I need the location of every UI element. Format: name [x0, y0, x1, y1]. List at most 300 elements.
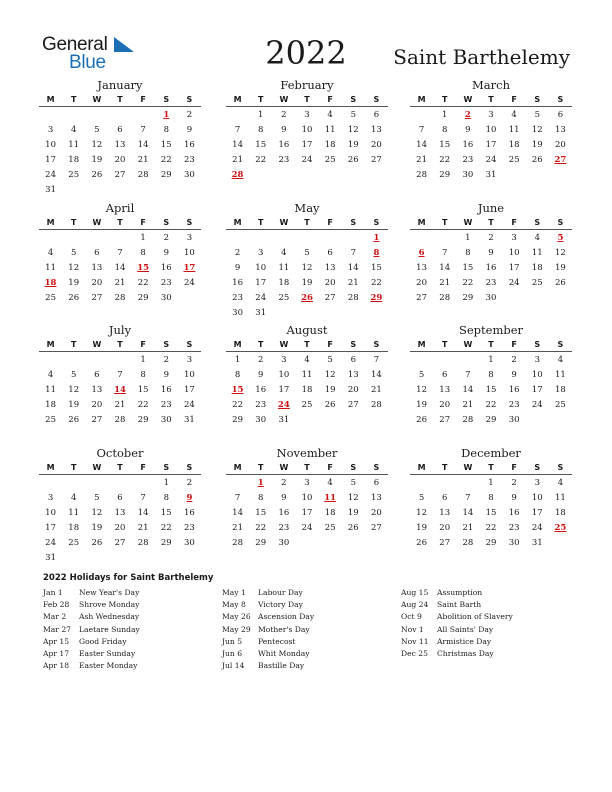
holiday-date: Oct 9 — [401, 612, 422, 622]
weekday-label: T — [70, 340, 77, 349]
holiday-name: Ascension Day — [258, 612, 315, 622]
day-cell: 26 — [68, 293, 80, 303]
day-cell: 15 — [371, 263, 382, 273]
month-march — [410, 78, 572, 183]
empty-cell — [108, 476, 131, 491]
weekday-label: F — [327, 463, 333, 472]
day-cell: 18 — [68, 155, 80, 165]
holiday-name: Pentecost — [258, 636, 296, 646]
empty-cell — [410, 108, 433, 123]
holiday-date: Aug 15 — [401, 588, 429, 597]
day-cell: 8 — [140, 248, 146, 258]
holiday-date: Jun 6 — [222, 648, 243, 658]
day-cell: 7 — [117, 248, 123, 258]
day-cell: 13 — [91, 263, 103, 273]
day-cell: 25 — [324, 523, 336, 533]
day-cell: 25 — [301, 400, 313, 410]
day-cell: 27 — [439, 538, 451, 548]
holiday-day-cell: 29 — [370, 293, 383, 303]
day-cell: 13 — [555, 125, 566, 135]
holiday-row — [222, 660, 314, 672]
day-cell: 5 — [418, 493, 425, 503]
weekday-label: W — [463, 340, 473, 349]
holiday-day-cell: 26 — [301, 293, 313, 303]
month-may — [226, 201, 388, 321]
empty-cell — [62, 108, 85, 123]
empty-cell — [433, 476, 456, 491]
day-cell: 24 — [531, 400, 543, 410]
day-cell: 2 — [511, 478, 517, 488]
holiday-date: Jun 5 — [222, 636, 243, 646]
day-cell: 26 — [68, 415, 80, 425]
weekday-label: W — [463, 463, 473, 472]
holiday-date: May 26 — [222, 612, 251, 622]
day-cell: 18 — [68, 523, 80, 533]
day-cell: 21 — [371, 385, 382, 395]
day-cell: 29 — [137, 415, 149, 425]
day-cell: 21 — [347, 278, 359, 288]
weekday-label: T — [70, 95, 77, 104]
empty-cell — [342, 231, 365, 246]
day-cell: 3 — [47, 125, 54, 135]
holiday-date: Apr 15 — [43, 636, 70, 646]
holiday-date: Jul 14 — [222, 661, 245, 671]
day-cell: 12 — [91, 508, 103, 518]
day-cell: 20 — [416, 278, 427, 288]
day-cell: 13 — [114, 508, 126, 518]
weekday-label: S — [350, 95, 357, 104]
day-cell: 4 — [557, 355, 564, 365]
day-cell: 19 — [91, 523, 103, 533]
day-cell: 14 — [347, 263, 359, 273]
day-cell: 15 — [255, 508, 267, 518]
day-cell: 7 — [350, 248, 356, 258]
holiday-day-cell: 2 — [464, 110, 471, 120]
day-cell: 10 — [301, 493, 313, 503]
holiday-row — [401, 636, 513, 648]
day-cell: 24 — [508, 278, 520, 288]
empty-cell — [108, 353, 131, 368]
weekday-label: F — [140, 95, 146, 104]
day-cell: 10 — [531, 493, 543, 503]
day-cell: 11 — [278, 263, 290, 273]
day-cell: 19 — [68, 400, 80, 410]
day-cell: 25 — [531, 278, 543, 288]
day-cell: 22 — [137, 400, 149, 410]
day-cell: 30 — [508, 415, 520, 425]
day-cell: 28 — [137, 170, 149, 180]
weekday-label: T — [441, 463, 448, 472]
day-cell: 4 — [71, 493, 77, 503]
day-cell: 9 — [511, 370, 517, 380]
day-cell: 8 — [488, 370, 494, 380]
day-cell: 16 — [485, 263, 497, 273]
day-cell: 24 — [45, 538, 56, 548]
day-cell: 20 — [114, 155, 126, 165]
day-cell: 6 — [557, 110, 564, 120]
day-cell: 12 — [555, 248, 566, 258]
day-cell: 17 — [45, 523, 56, 533]
day-cell: 23 — [508, 400, 520, 410]
day-cell: 21 — [462, 400, 474, 410]
weekday-header — [39, 338, 201, 352]
day-cell: 9 — [465, 125, 471, 135]
day-grid — [39, 352, 201, 428]
day-cell: 25 — [278, 293, 290, 303]
weekday-label: T — [488, 340, 494, 349]
day-cell: 1 — [488, 478, 494, 488]
day-cell: 5 — [327, 355, 333, 365]
empty-cell — [62, 231, 85, 246]
day-cell: 14 — [462, 508, 474, 518]
holiday-day-cell: 24 — [277, 400, 290, 410]
day-cell: 27 — [114, 170, 126, 180]
day-cell: 9 — [488, 248, 494, 258]
day-cell: 29 — [255, 538, 267, 548]
weekday-label: M — [46, 95, 55, 104]
day-cell: 23 — [278, 523, 290, 533]
day-cell: 23 — [508, 523, 520, 533]
day-cell: 16 — [160, 385, 172, 395]
day-cell: 18 — [324, 508, 336, 518]
day-cell: 17 — [485, 140, 497, 150]
day-cell: 10 — [184, 370, 195, 380]
empty-cell — [85, 476, 108, 491]
day-cell: 4 — [534, 233, 540, 243]
holiday-name: Bastille Day — [258, 661, 305, 671]
holiday-row — [222, 587, 314, 599]
holiday-date: Apr 18 — [43, 661, 70, 671]
empty-cell — [85, 353, 108, 368]
day-cell: 23 — [160, 278, 172, 288]
day-cell: 8 — [163, 125, 169, 135]
holiday-day-cell: 1 — [373, 233, 380, 243]
holiday-row — [222, 611, 314, 623]
day-cell: 2 — [163, 355, 169, 365]
month-august — [226, 323, 388, 428]
day-cell: 9 — [281, 125, 287, 135]
day-cell: 9 — [234, 263, 241, 273]
day-cell: 5 — [350, 110, 356, 120]
day-cell: 6 — [327, 248, 333, 258]
day-cell: 5 — [304, 248, 310, 258]
holiday-row — [401, 624, 513, 636]
day-cell: 25 — [45, 293, 56, 303]
day-cell: 19 — [416, 400, 427, 410]
day-cell: 30 — [462, 170, 474, 180]
holiday-day-cell: 27 — [554, 155, 567, 165]
weekday-label: T — [70, 218, 77, 227]
holiday-name: New Year's Day — [79, 588, 140, 597]
day-cell: 28 — [114, 415, 126, 425]
day-cell: 19 — [324, 385, 336, 395]
holidays-title: 2022 Holidays for Saint Barthelemy — [43, 573, 214, 583]
empty-cell — [410, 353, 433, 368]
day-cell: 21 — [416, 155, 427, 165]
weekday-label: M — [417, 95, 426, 104]
month-january — [39, 78, 201, 198]
day-cell: 24 — [45, 170, 56, 180]
day-grid — [39, 475, 201, 566]
day-cell: 13 — [371, 493, 382, 503]
day-cell: 21 — [137, 523, 149, 533]
holiday-row — [43, 648, 140, 660]
weekday-label: W — [279, 95, 289, 104]
calendar-year: 2022 — [265, 34, 347, 72]
month-december — [410, 446, 572, 551]
holiday-date: May 8 — [222, 600, 246, 610]
weekday-label: S — [163, 463, 170, 472]
day-cell: 7 — [373, 355, 380, 365]
day-cell: 7 — [442, 248, 448, 258]
day-cell: 16 — [232, 278, 243, 288]
holiday-name: Ash Wednesday — [79, 612, 140, 622]
weekday-header — [410, 338, 572, 352]
month-october — [39, 446, 201, 566]
logo-text-general: General — [42, 34, 108, 55]
day-cell: 27 — [91, 415, 103, 425]
day-cell: 18 — [555, 385, 566, 395]
month-title: June — [477, 201, 505, 215]
weekday-label: S — [534, 95, 541, 104]
day-cell: 20 — [347, 385, 359, 395]
weekday-label: T — [304, 218, 310, 227]
weekday-label: F — [140, 463, 146, 472]
weekday-label: F — [511, 463, 517, 472]
empty-cell — [319, 231, 342, 246]
weekday-label: T — [488, 218, 494, 227]
day-grid — [226, 230, 388, 321]
day-cell: 1 — [140, 233, 146, 243]
day-cell: 18 — [324, 140, 336, 150]
day-cell: 10 — [485, 125, 497, 135]
month-november — [226, 446, 388, 551]
holiday-day-cell: 14 — [114, 385, 126, 395]
day-cell: 20 — [439, 523, 451, 533]
weekday-label: S — [557, 340, 564, 349]
holiday-day-cell: 17 — [183, 263, 196, 273]
day-cell: 11 — [555, 493, 566, 503]
day-cell: 22 — [439, 155, 451, 165]
day-cell: 26 — [347, 523, 359, 533]
weekday-header — [226, 216, 388, 230]
weekday-label: W — [92, 95, 102, 104]
day-cell: 9 — [163, 248, 169, 258]
weekday-label: S — [350, 463, 357, 472]
day-cell: 8 — [258, 125, 264, 135]
day-cell: 27 — [114, 538, 126, 548]
month-july — [39, 323, 201, 428]
holiday-row — [222, 636, 314, 648]
day-cell: 14 — [371, 370, 382, 380]
day-cell: 16 — [508, 385, 520, 395]
empty-cell — [456, 353, 479, 368]
weekday-label: M — [233, 218, 242, 227]
weekday-label: W — [463, 95, 473, 104]
holiday-name: Laetare Sunday — [79, 624, 140, 634]
holiday-date: Nov 11 — [401, 636, 429, 646]
day-cell: 12 — [531, 125, 543, 135]
weekday-label: T — [257, 218, 264, 227]
day-cell: 9 — [511, 493, 517, 503]
month-title: April — [105, 201, 135, 215]
day-cell: 7 — [117, 370, 123, 380]
day-cell: 22 — [371, 278, 382, 288]
holiday-date: Feb 28 — [43, 600, 70, 610]
weekday-label: M — [233, 340, 242, 349]
day-cell: 5 — [534, 110, 540, 120]
day-cell: 14 — [232, 508, 243, 518]
day-cell: 26 — [555, 278, 566, 288]
holiday-day-cell: 9 — [186, 493, 193, 503]
day-cell: 22 — [255, 155, 267, 165]
day-cell: 12 — [347, 125, 359, 135]
day-cell: 6 — [94, 370, 100, 380]
day-cell: 27 — [439, 415, 451, 425]
day-cell: 4 — [71, 125, 77, 135]
day-cell: 17 — [508, 263, 520, 273]
day-cell: 11 — [555, 370, 566, 380]
day-cell: 13 — [114, 140, 126, 150]
day-cell: 25 — [68, 538, 80, 548]
day-cell: 16 — [508, 508, 520, 518]
day-cell: 22 — [160, 523, 172, 533]
day-cell: 3 — [186, 233, 193, 243]
day-cell: 9 — [281, 493, 287, 503]
day-cell: 19 — [347, 140, 359, 150]
day-cell: 12 — [301, 263, 313, 273]
holiday-date: May 1 — [222, 588, 246, 597]
day-cell: 7 — [234, 493, 241, 503]
holiday-name: Assumption — [437, 588, 483, 597]
holiday-day-cell: 11 — [324, 493, 337, 503]
day-cell: 4 — [327, 110, 333, 120]
weekday-label: T — [441, 218, 448, 227]
holiday-row — [401, 611, 513, 623]
empty-cell — [39, 108, 62, 123]
day-cell: 7 — [465, 493, 471, 503]
day-cell: 30 — [278, 538, 290, 548]
day-cell: 14 — [114, 263, 126, 273]
day-cell: 10 — [255, 263, 267, 273]
day-cell: 4 — [47, 370, 54, 380]
holiday-date: Mar 2 — [43, 612, 67, 622]
day-cell: 9 — [258, 370, 264, 380]
weekday-label: S — [186, 340, 193, 349]
day-cell: 15 — [255, 140, 267, 150]
day-cell: 3 — [186, 355, 193, 365]
weekday-label: W — [92, 463, 102, 472]
day-cell: 14 — [416, 140, 427, 150]
day-cell: 19 — [347, 508, 359, 518]
holiday-date: Nov 1 — [401, 624, 424, 634]
holiday-date: Aug 24 — [401, 600, 429, 610]
day-cell: 28 — [462, 415, 474, 425]
weekday-label: M — [417, 463, 426, 472]
weekday-label: F — [511, 340, 517, 349]
weekday-label: S — [186, 95, 193, 104]
day-cell: 29 — [137, 293, 149, 303]
day-cell: 19 — [301, 278, 313, 288]
day-cell: 25 — [508, 155, 520, 165]
holiday-column — [401, 587, 513, 660]
day-cell: 3 — [534, 478, 540, 488]
weekday-label: S — [373, 463, 380, 472]
empty-cell — [249, 231, 272, 246]
day-cell: 21 — [232, 523, 243, 533]
day-cell: 12 — [68, 263, 80, 273]
holiday-row — [43, 599, 140, 611]
holiday-name: Victory Day — [258, 600, 303, 610]
holiday-name: Easter Sunday — [79, 648, 136, 658]
day-cell: 24 — [301, 155, 313, 165]
holiday-day-cell: 1 — [257, 478, 264, 488]
day-cell: 20 — [371, 508, 382, 518]
day-cell: 24 — [255, 293, 267, 303]
day-cell: 4 — [304, 355, 310, 365]
day-cell: 20 — [91, 400, 103, 410]
empty-cell — [295, 231, 318, 246]
holiday-day-cell: 18 — [44, 278, 57, 288]
holiday-name: Abolition of Slavery — [437, 612, 513, 622]
weekday-label: M — [417, 218, 426, 227]
day-cell: 17 — [301, 140, 313, 150]
month-title: October — [96, 446, 144, 460]
weekday-label: M — [46, 463, 55, 472]
day-cell: 28 — [439, 293, 451, 303]
day-cell: 13 — [371, 125, 382, 135]
empty-cell — [433, 231, 456, 246]
day-cell: 13 — [347, 370, 359, 380]
day-cell: 28 — [232, 538, 243, 548]
day-cell: 24 — [184, 278, 195, 288]
weekday-label: S — [350, 218, 357, 227]
day-cell: 2 — [186, 478, 193, 488]
empty-cell — [85, 108, 108, 123]
day-cell: 10 — [278, 370, 290, 380]
day-cell: 16 — [278, 508, 290, 518]
day-cell: 3 — [258, 248, 264, 258]
weekday-label: S — [534, 340, 541, 349]
day-grid — [410, 352, 572, 428]
day-cell: 1 — [488, 355, 494, 365]
day-cell: 15 — [160, 508, 172, 518]
month-title: May — [294, 201, 320, 215]
day-cell: 10 — [301, 125, 313, 135]
day-cell: 25 — [68, 170, 80, 180]
day-cell: 15 — [485, 508, 497, 518]
empty-cell — [226, 231, 249, 246]
day-cell: 2 — [234, 248, 241, 258]
day-cell: 13 — [439, 508, 451, 518]
day-cell: 14 — [137, 140, 149, 150]
day-cell: 22 — [255, 523, 267, 533]
day-cell: 10 — [45, 508, 56, 518]
day-cell: 15 — [160, 140, 172, 150]
day-cell: 31 — [255, 308, 267, 318]
weekday-label: F — [140, 340, 146, 349]
day-cell: 26 — [416, 415, 427, 425]
day-cell: 12 — [416, 508, 427, 518]
day-cell: 4 — [511, 110, 517, 120]
holiday-row — [401, 648, 513, 660]
day-cell: 30 — [160, 293, 172, 303]
holiday-date: Jan 1 — [43, 588, 63, 597]
weekday-header — [410, 216, 572, 230]
day-cell: 14 — [439, 263, 451, 273]
empty-cell — [108, 108, 131, 123]
weekday-label: S — [373, 95, 380, 104]
